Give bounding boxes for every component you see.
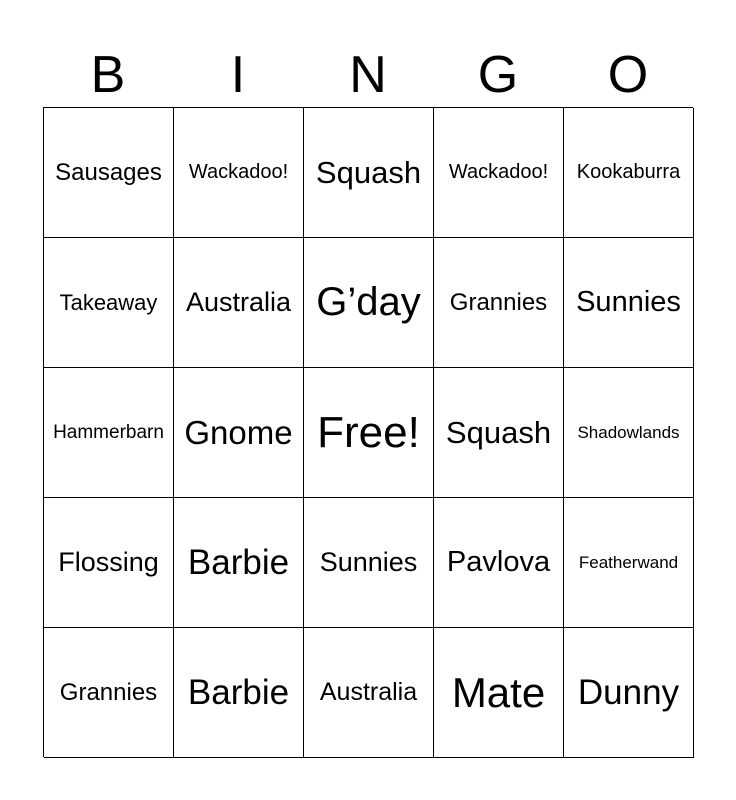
bingo-cell[interactable]: Shadowlands <box>564 368 694 498</box>
header-letter-o: O <box>607 46 649 104</box>
header-letter-i: I <box>230 46 246 104</box>
bingo-cell[interactable]: Flossing <box>44 498 174 628</box>
bingo-cell[interactable]: Grannies <box>44 628 174 758</box>
header-letter-b: B <box>90 46 126 104</box>
bingo-cell[interactable]: Squash <box>434 368 564 498</box>
bingo-cell[interactable]: Pavlova <box>434 498 564 628</box>
bingo-cell[interactable]: Hammerbarn <box>44 368 174 498</box>
bingo-cell[interactable]: Takeaway <box>44 238 174 368</box>
bingo-card-grid <box>43 107 693 757</box>
header-letter-g: G <box>477 46 519 104</box>
bingo-cell[interactable]: Barbie <box>174 628 304 758</box>
bingo-cell[interactable]: Mate <box>434 628 564 758</box>
bingo-cell[interactable]: Sausages <box>44 108 174 238</box>
bingo-cell[interactable]: Kookaburra <box>564 108 694 238</box>
bingo-cell[interactable]: Grannies <box>434 238 564 368</box>
bingo-cell[interactable]: Barbie <box>174 498 304 628</box>
bingo-cell[interactable]: Australia <box>304 628 434 758</box>
bingo-cell[interactable]: Sunnies <box>304 498 434 628</box>
bingo-cell[interactable]: Australia <box>174 238 304 368</box>
bingo-cell[interactable]: Wackadoo! <box>174 108 304 238</box>
bingo-header <box>43 42 693 108</box>
bingo-cell[interactable]: Featherwand <box>564 498 694 628</box>
bingo-cell[interactable]: Sunnies <box>564 238 694 368</box>
bingo-cell[interactable]: Gnome <box>174 368 304 498</box>
free-space-cell[interactable]: Free! <box>304 368 434 498</box>
bingo-cell[interactable]: Wackadoo! <box>434 108 564 238</box>
header-letter-n: N <box>349 46 387 104</box>
bingo-cell[interactable]: G’day <box>304 238 434 368</box>
bingo-cell[interactable]: Dunny <box>564 628 694 758</box>
bingo-cell[interactable]: Squash <box>304 108 434 238</box>
